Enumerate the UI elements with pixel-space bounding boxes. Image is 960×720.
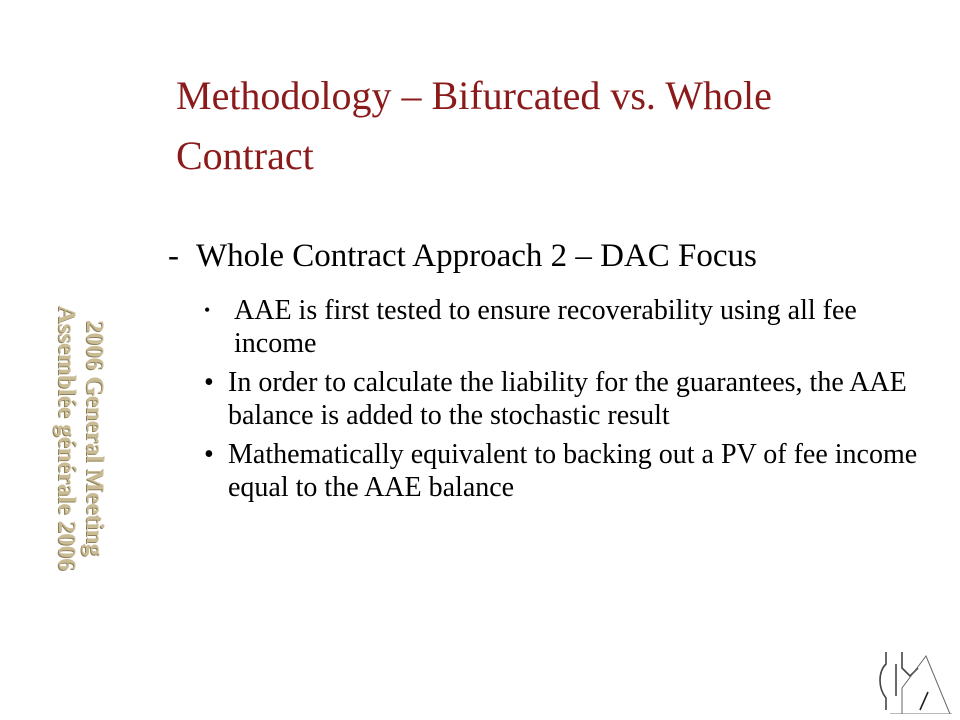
bullet-marker: • xyxy=(204,439,214,470)
bullet-text: AAE is first tested to ensure recoverability using all fee income xyxy=(234,295,857,359)
cia-logo-icon xyxy=(872,648,952,714)
bullet-item xyxy=(204,438,934,504)
event-watermark xyxy=(52,248,108,628)
bullet-text: In order to calculate the liability for the guarantees, the AAE balance is added to the stochastic result xyxy=(228,367,907,431)
watermark-line-1: 2006 General Meeting xyxy=(81,319,108,557)
bullet-marker: • xyxy=(204,300,211,320)
bullet-marker: • xyxy=(204,367,214,398)
section-heading xyxy=(168,234,757,278)
bullet-list xyxy=(204,294,934,510)
bullet-item xyxy=(204,366,934,432)
watermark-line-2: Assemblée générale 2006 xyxy=(53,305,80,571)
bullet-item xyxy=(204,294,934,360)
slide-title: Methodology – Bifurcated vs. Whole Contract xyxy=(176,73,772,178)
heading-dash-marker: - xyxy=(168,238,179,274)
bullet-text: Mathematically equivalent to backing out a PV of fee income equal to the AAE balance xyxy=(228,439,918,503)
heading-text: Whole Contract Approach 2 – DAC Focus xyxy=(196,238,757,274)
